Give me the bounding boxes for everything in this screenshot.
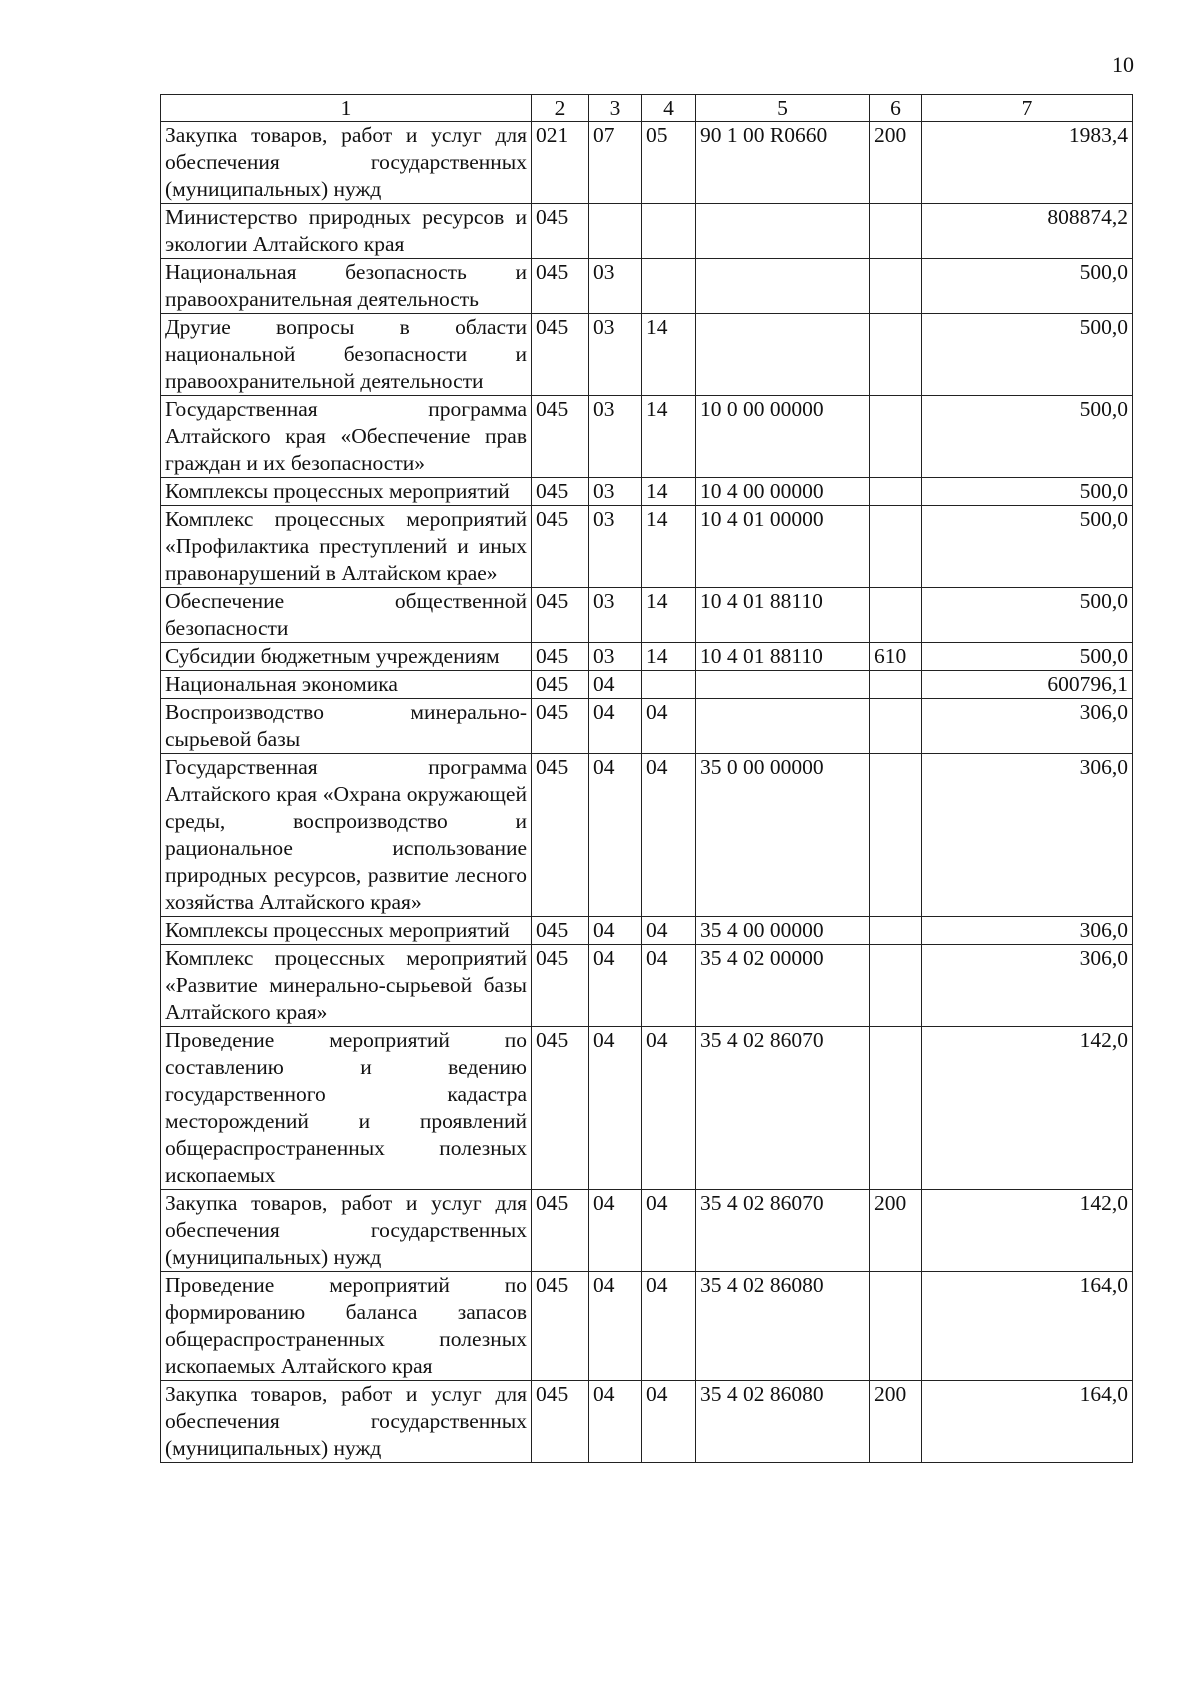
- row-ministry-code: 045: [532, 1272, 589, 1381]
- row-name-cell: Государственная программа Алтайского края «Обеспечение прав граждан и их безопасности»: [161, 396, 532, 478]
- row-target-article: [696, 699, 870, 754]
- table-row: [161, 643, 1133, 671]
- row-name-cell: Проведение мероприятий по составлению и ведению государственного кадастра месторождений и проявлений общераспространенных полезных ископаемых: [161, 1027, 532, 1190]
- row-name-cell: Обеспечение общественной безопасности: [161, 588, 532, 643]
- row-expense-type: 200: [870, 122, 922, 204]
- table-row: [161, 204, 1133, 259]
- row-target-article: 10 4 01 88110: [696, 643, 870, 671]
- row-section-code: 04: [589, 699, 642, 754]
- row-section-code: 03: [589, 259, 642, 314]
- row-amount: 808874,2: [922, 204, 1133, 259]
- header-col-4: 4: [642, 95, 696, 122]
- row-target-article: 10 4 00 00000: [696, 478, 870, 506]
- row-section-code: 04: [589, 945, 642, 1027]
- row-target-article: [696, 259, 870, 314]
- row-target-article: 35 4 02 86080: [696, 1381, 870, 1463]
- row-name-cell: Другие вопросы в области национальной безопасности и правоохранительной деятельности: [161, 314, 532, 396]
- row-subsection-code: 04: [642, 1190, 696, 1272]
- row-ministry-code: 045: [532, 643, 589, 671]
- row-subsection-code: 14: [642, 588, 696, 643]
- row-amount: 500,0: [922, 314, 1133, 396]
- row-subsection-code: 14: [642, 396, 696, 478]
- table-row: [161, 588, 1133, 643]
- row-subsection-code: 05: [642, 122, 696, 204]
- header-col-1: 1: [161, 95, 532, 122]
- row-amount: 600796,1: [922, 671, 1133, 699]
- row-subsection-code: [642, 671, 696, 699]
- row-ministry-code: 045: [532, 204, 589, 259]
- row-amount: 500,0: [922, 643, 1133, 671]
- row-subsection-code: 04: [642, 1381, 696, 1463]
- row-target-article: 10 4 01 88110: [696, 588, 870, 643]
- row-subsection-code: 04: [642, 754, 696, 917]
- row-section-code: 03: [589, 643, 642, 671]
- row-amount: 306,0: [922, 945, 1133, 1027]
- row-ministry-code: 021: [532, 122, 589, 204]
- row-ministry-code: 045: [532, 1381, 589, 1463]
- row-name-cell: Воспроизводство минерально-сырьевой базы: [161, 699, 532, 754]
- row-expense-type: [870, 754, 922, 917]
- row-target-article: 10 0 00 00000: [696, 396, 870, 478]
- row-name-cell: Проведение мероприятий по формированию баланса запасов общераспространенных полезных ископаемых Алтайского края: [161, 1272, 532, 1381]
- row-target-article: 35 4 02 86070: [696, 1027, 870, 1190]
- row-expense-type: [870, 478, 922, 506]
- row-expense-type: 200: [870, 1381, 922, 1463]
- row-expense-type: [870, 699, 922, 754]
- table-row: [161, 396, 1133, 478]
- row-subsection-code: 04: [642, 1027, 696, 1190]
- table-row: [161, 314, 1133, 396]
- row-subsection-code: 04: [642, 917, 696, 945]
- row-subsection-code: 14: [642, 478, 696, 506]
- row-expense-type: 610: [870, 643, 922, 671]
- row-expense-type: [870, 588, 922, 643]
- row-target-article: 35 4 02 00000: [696, 945, 870, 1027]
- row-amount: 500,0: [922, 259, 1133, 314]
- row-subsection-code: 14: [642, 643, 696, 671]
- row-amount: 500,0: [922, 588, 1133, 643]
- row-ministry-code: 045: [532, 314, 589, 396]
- table-row: [161, 1027, 1133, 1190]
- row-target-article: 10 4 01 00000: [696, 506, 870, 588]
- row-amount: 1983,4: [922, 122, 1133, 204]
- row-ministry-code: 045: [532, 1190, 589, 1272]
- row-amount: 306,0: [922, 699, 1133, 754]
- row-target-article: [696, 314, 870, 396]
- header-col-2: 2: [532, 95, 589, 122]
- table-row: [161, 671, 1133, 699]
- table-body: [161, 122, 1133, 1463]
- header-col-3: 3: [589, 95, 642, 122]
- row-name-cell: Государственная программа Алтайского края «Охрана окружающей среды, воспроизводство и рациональное использование природных ресурсов, развитие лесного хозяйства Алтайского края»: [161, 754, 532, 917]
- row-subsection-code: 04: [642, 945, 696, 1027]
- row-amount: 500,0: [922, 506, 1133, 588]
- row-amount: 306,0: [922, 754, 1133, 917]
- row-subsection-code: 14: [642, 314, 696, 396]
- header-col-5: 5: [696, 95, 870, 122]
- budget-table: [160, 94, 1133, 1463]
- row-name-cell: Комплексы процессных мероприятий: [161, 478, 532, 506]
- row-name-cell: Комплекс процессных мероприятий «Развитие минерально-сырьевой базы Алтайского края»: [161, 945, 532, 1027]
- table-row: [161, 1381, 1133, 1463]
- row-expense-type: [870, 671, 922, 699]
- row-name-cell: Закупка товаров, работ и услуг для обеспечения государственных (муниципальных) нужд: [161, 122, 532, 204]
- header-col-7: 7: [922, 95, 1133, 122]
- row-ministry-code: 045: [532, 671, 589, 699]
- row-amount: 306,0: [922, 917, 1133, 945]
- row-name-cell: Национальная экономика: [161, 671, 532, 699]
- row-section-code: 03: [589, 588, 642, 643]
- row-name-cell: Субсидии бюджетным учреждениям: [161, 643, 532, 671]
- table-row: [161, 506, 1133, 588]
- row-expense-type: [870, 1027, 922, 1190]
- row-amount: 164,0: [922, 1381, 1133, 1463]
- table-row: [161, 917, 1133, 945]
- row-target-article: 35 0 00 00000: [696, 754, 870, 917]
- row-amount: 500,0: [922, 396, 1133, 478]
- row-ministry-code: 045: [532, 396, 589, 478]
- table-row: [161, 122, 1133, 204]
- row-expense-type: [870, 314, 922, 396]
- row-ministry-code: 045: [532, 754, 589, 917]
- row-expense-type: [870, 259, 922, 314]
- row-expense-type: [870, 945, 922, 1027]
- row-name-cell: Комплексы процессных мероприятий: [161, 917, 532, 945]
- table-row: [161, 1272, 1133, 1381]
- row-name-cell: Закупка товаров, работ и услуг для обеспечения государственных (муниципальных) нужд: [161, 1190, 532, 1272]
- row-ministry-code: 045: [532, 259, 589, 314]
- row-section-code: 03: [589, 314, 642, 396]
- row-expense-type: [870, 506, 922, 588]
- table-row: [161, 754, 1133, 917]
- row-section-code: 07: [589, 122, 642, 204]
- row-target-article: 35 4 02 86070: [696, 1190, 870, 1272]
- row-section-code: 03: [589, 506, 642, 588]
- table-row: [161, 259, 1133, 314]
- row-ministry-code: 045: [532, 917, 589, 945]
- row-subsection-code: 14: [642, 506, 696, 588]
- row-ministry-code: 045: [532, 699, 589, 754]
- row-section-code: 03: [589, 478, 642, 506]
- row-ministry-code: 045: [532, 945, 589, 1027]
- table-header: [161, 95, 1133, 122]
- row-name-cell: Комплекс процессных мероприятий «Профилактика преступлений и иных правонарушений в Алтайском крае»: [161, 506, 532, 588]
- row-section-code: 04: [589, 754, 642, 917]
- row-ministry-code: 045: [532, 478, 589, 506]
- row-expense-type: [870, 204, 922, 259]
- row-expense-type: 200: [870, 1190, 922, 1272]
- table-row: [161, 478, 1133, 506]
- row-target-article: 35 4 00 00000: [696, 917, 870, 945]
- row-target-article: [696, 671, 870, 699]
- table-row: [161, 945, 1133, 1027]
- row-ministry-code: 045: [532, 506, 589, 588]
- page-number: 10: [1112, 52, 1134, 77]
- row-subsection-code: 04: [642, 699, 696, 754]
- row-ministry-code: 045: [532, 588, 589, 643]
- header-col-6: 6: [870, 95, 922, 122]
- row-ministry-code: 045: [532, 1027, 589, 1190]
- row-name-cell: Национальная безопасность и правоохранительная деятельность: [161, 259, 532, 314]
- row-section-code: 04: [589, 917, 642, 945]
- table-row: [161, 699, 1133, 754]
- row-target-article: 90 1 00 R0660: [696, 122, 870, 204]
- row-subsection-code: 04: [642, 1272, 696, 1381]
- header-row: [161, 95, 1133, 122]
- row-section-code: 04: [589, 671, 642, 699]
- row-subsection-code: [642, 259, 696, 314]
- row-subsection-code: [642, 204, 696, 259]
- table-row: [161, 1190, 1133, 1272]
- row-amount: 142,0: [922, 1027, 1133, 1190]
- row-expense-type: [870, 1272, 922, 1381]
- row-expense-type: [870, 396, 922, 478]
- row-section-code: 04: [589, 1381, 642, 1463]
- row-name-cell: Министерство природных ресурсов и экологии Алтайского края: [161, 204, 532, 259]
- row-section-code: 04: [589, 1272, 642, 1381]
- row-amount: 142,0: [922, 1190, 1133, 1272]
- row-amount: 500,0: [922, 478, 1133, 506]
- row-section-code: 03: [589, 396, 642, 478]
- row-amount: 164,0: [922, 1272, 1133, 1381]
- row-expense-type: [870, 917, 922, 945]
- row-section-code: [589, 204, 642, 259]
- row-section-code: 04: [589, 1190, 642, 1272]
- row-name-cell: Закупка товаров, работ и услуг для обеспечения государственных (муниципальных) нужд: [161, 1381, 532, 1463]
- row-section-code: 04: [589, 1027, 642, 1190]
- row-target-article: 35 4 02 86080: [696, 1272, 870, 1381]
- row-target-article: [696, 204, 870, 259]
